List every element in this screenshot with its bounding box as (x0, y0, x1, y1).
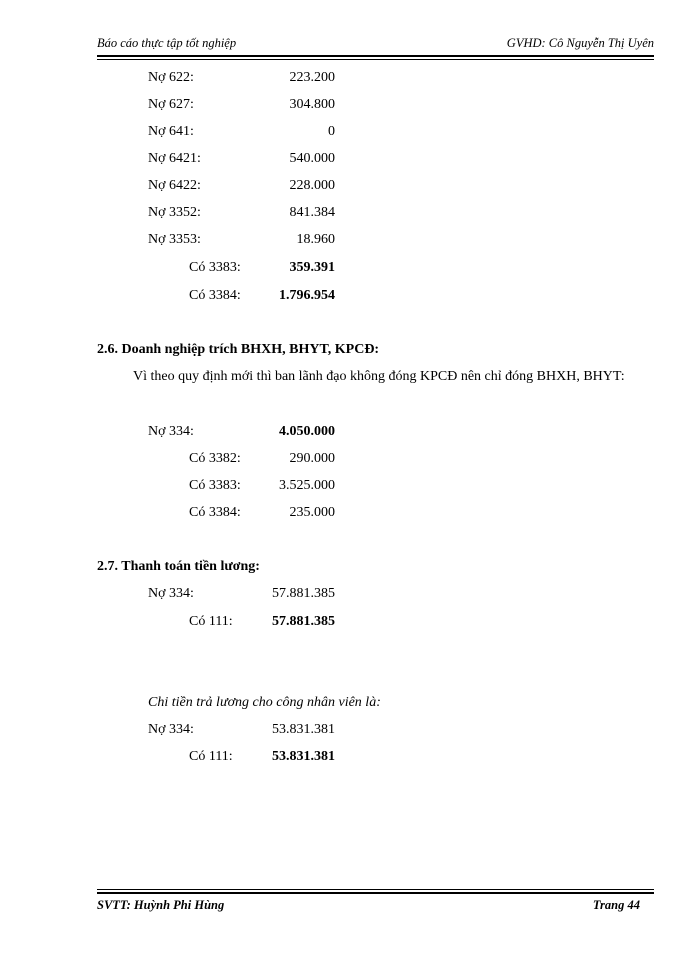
entry-label: Có 3384: (189, 505, 241, 520)
journal-entry (148, 584, 338, 604)
section-heading: 2.6. Doanh nghiệp trích BHXH, BHYT, KPCĐ: (97, 342, 380, 357)
entry-label: Có 3384: (189, 288, 241, 303)
entry-label: Có 3383: (189, 478, 241, 493)
entry-label: Nợ 627: (148, 97, 194, 112)
section-paragraph: Vì theo quy định mới thì ban lãnh đạo không đóng KPCĐ nên chỉ đóng BHXH, BHYT: (133, 369, 625, 384)
credit-entry (189, 286, 338, 306)
entry-label: Có 111: (189, 614, 233, 629)
entry-value: 3.525.000 (279, 478, 335, 493)
footer-rule-thin (97, 889, 654, 890)
credit-entry (189, 747, 338, 767)
entry-value: 53.831.381 (272, 722, 335, 737)
entry-value: 290.000 (289, 451, 335, 466)
footer-rule (97, 892, 654, 894)
header-rule (97, 55, 654, 57)
credit-entry (189, 476, 338, 496)
entry-label: Nợ 334: (148, 586, 194, 601)
entry-value: 53.831.381 (272, 749, 335, 764)
credit-entry (189, 503, 338, 523)
entry-label: Nợ 3352: (148, 205, 201, 220)
entry-label: Có 3382: (189, 451, 241, 466)
header-rule-thin (97, 59, 654, 60)
entry-label: Nợ 6421: (148, 151, 201, 166)
entry-label: Nợ 334: (148, 424, 194, 439)
journal-entry (148, 68, 338, 88)
entry-value: 18.960 (296, 232, 335, 247)
entry-value: 223.200 (289, 70, 335, 85)
entry-value: 841.384 (289, 205, 335, 220)
journal-entry (148, 149, 338, 169)
entry-label: Nợ 641: (148, 124, 194, 139)
entry-value: 359.391 (289, 260, 335, 275)
entry-value: 0 (328, 124, 335, 139)
entry-value: 57.881.385 (272, 586, 335, 601)
header-supervisor: GVHD: Cô Nguyễn Thị Uyên (506, 36, 654, 50)
page-footer (97, 898, 640, 918)
journal-entry (148, 230, 338, 250)
header-report-title: Báo cáo thực tập tốt nghiệp (97, 36, 237, 50)
entry-label: Có 3383: (189, 260, 241, 275)
section-heading: 2.7. Thanh toán tiền lương: (97, 559, 260, 574)
entry-value: 228.000 (289, 178, 335, 193)
journal-entry (148, 95, 338, 115)
footer-student: SVTT: Huỳnh Phi Hùng (97, 898, 225, 912)
entry-value: 540.000 (289, 151, 335, 166)
entry-label: Nợ 334: (148, 722, 194, 737)
entry-label: Có 111: (189, 749, 233, 764)
entry-label: Nợ 3353: (148, 232, 201, 247)
journal-entry (148, 422, 338, 442)
entry-value: 4.050.000 (279, 424, 335, 439)
entry-value: 57.881.385 (272, 614, 335, 629)
pay-title: Chi tiền trả lương cho công nhân viên là: (148, 695, 381, 710)
entry-value: 304.800 (289, 97, 335, 112)
entry-value: 1.796.954 (279, 288, 335, 303)
page-number: Trang 44 (592, 898, 640, 912)
entry-label: Nợ 622: (148, 70, 194, 85)
entry-label: Nợ 6422: (148, 178, 201, 193)
credit-entry (189, 449, 338, 469)
credit-entry (189, 258, 338, 278)
entry-value: 235.000 (289, 505, 335, 520)
journal-entry (148, 203, 338, 223)
page-header (97, 36, 654, 56)
journal-entry (148, 122, 338, 142)
credit-entry (189, 612, 338, 632)
journal-entry (148, 720, 338, 740)
journal-entry (148, 176, 338, 196)
